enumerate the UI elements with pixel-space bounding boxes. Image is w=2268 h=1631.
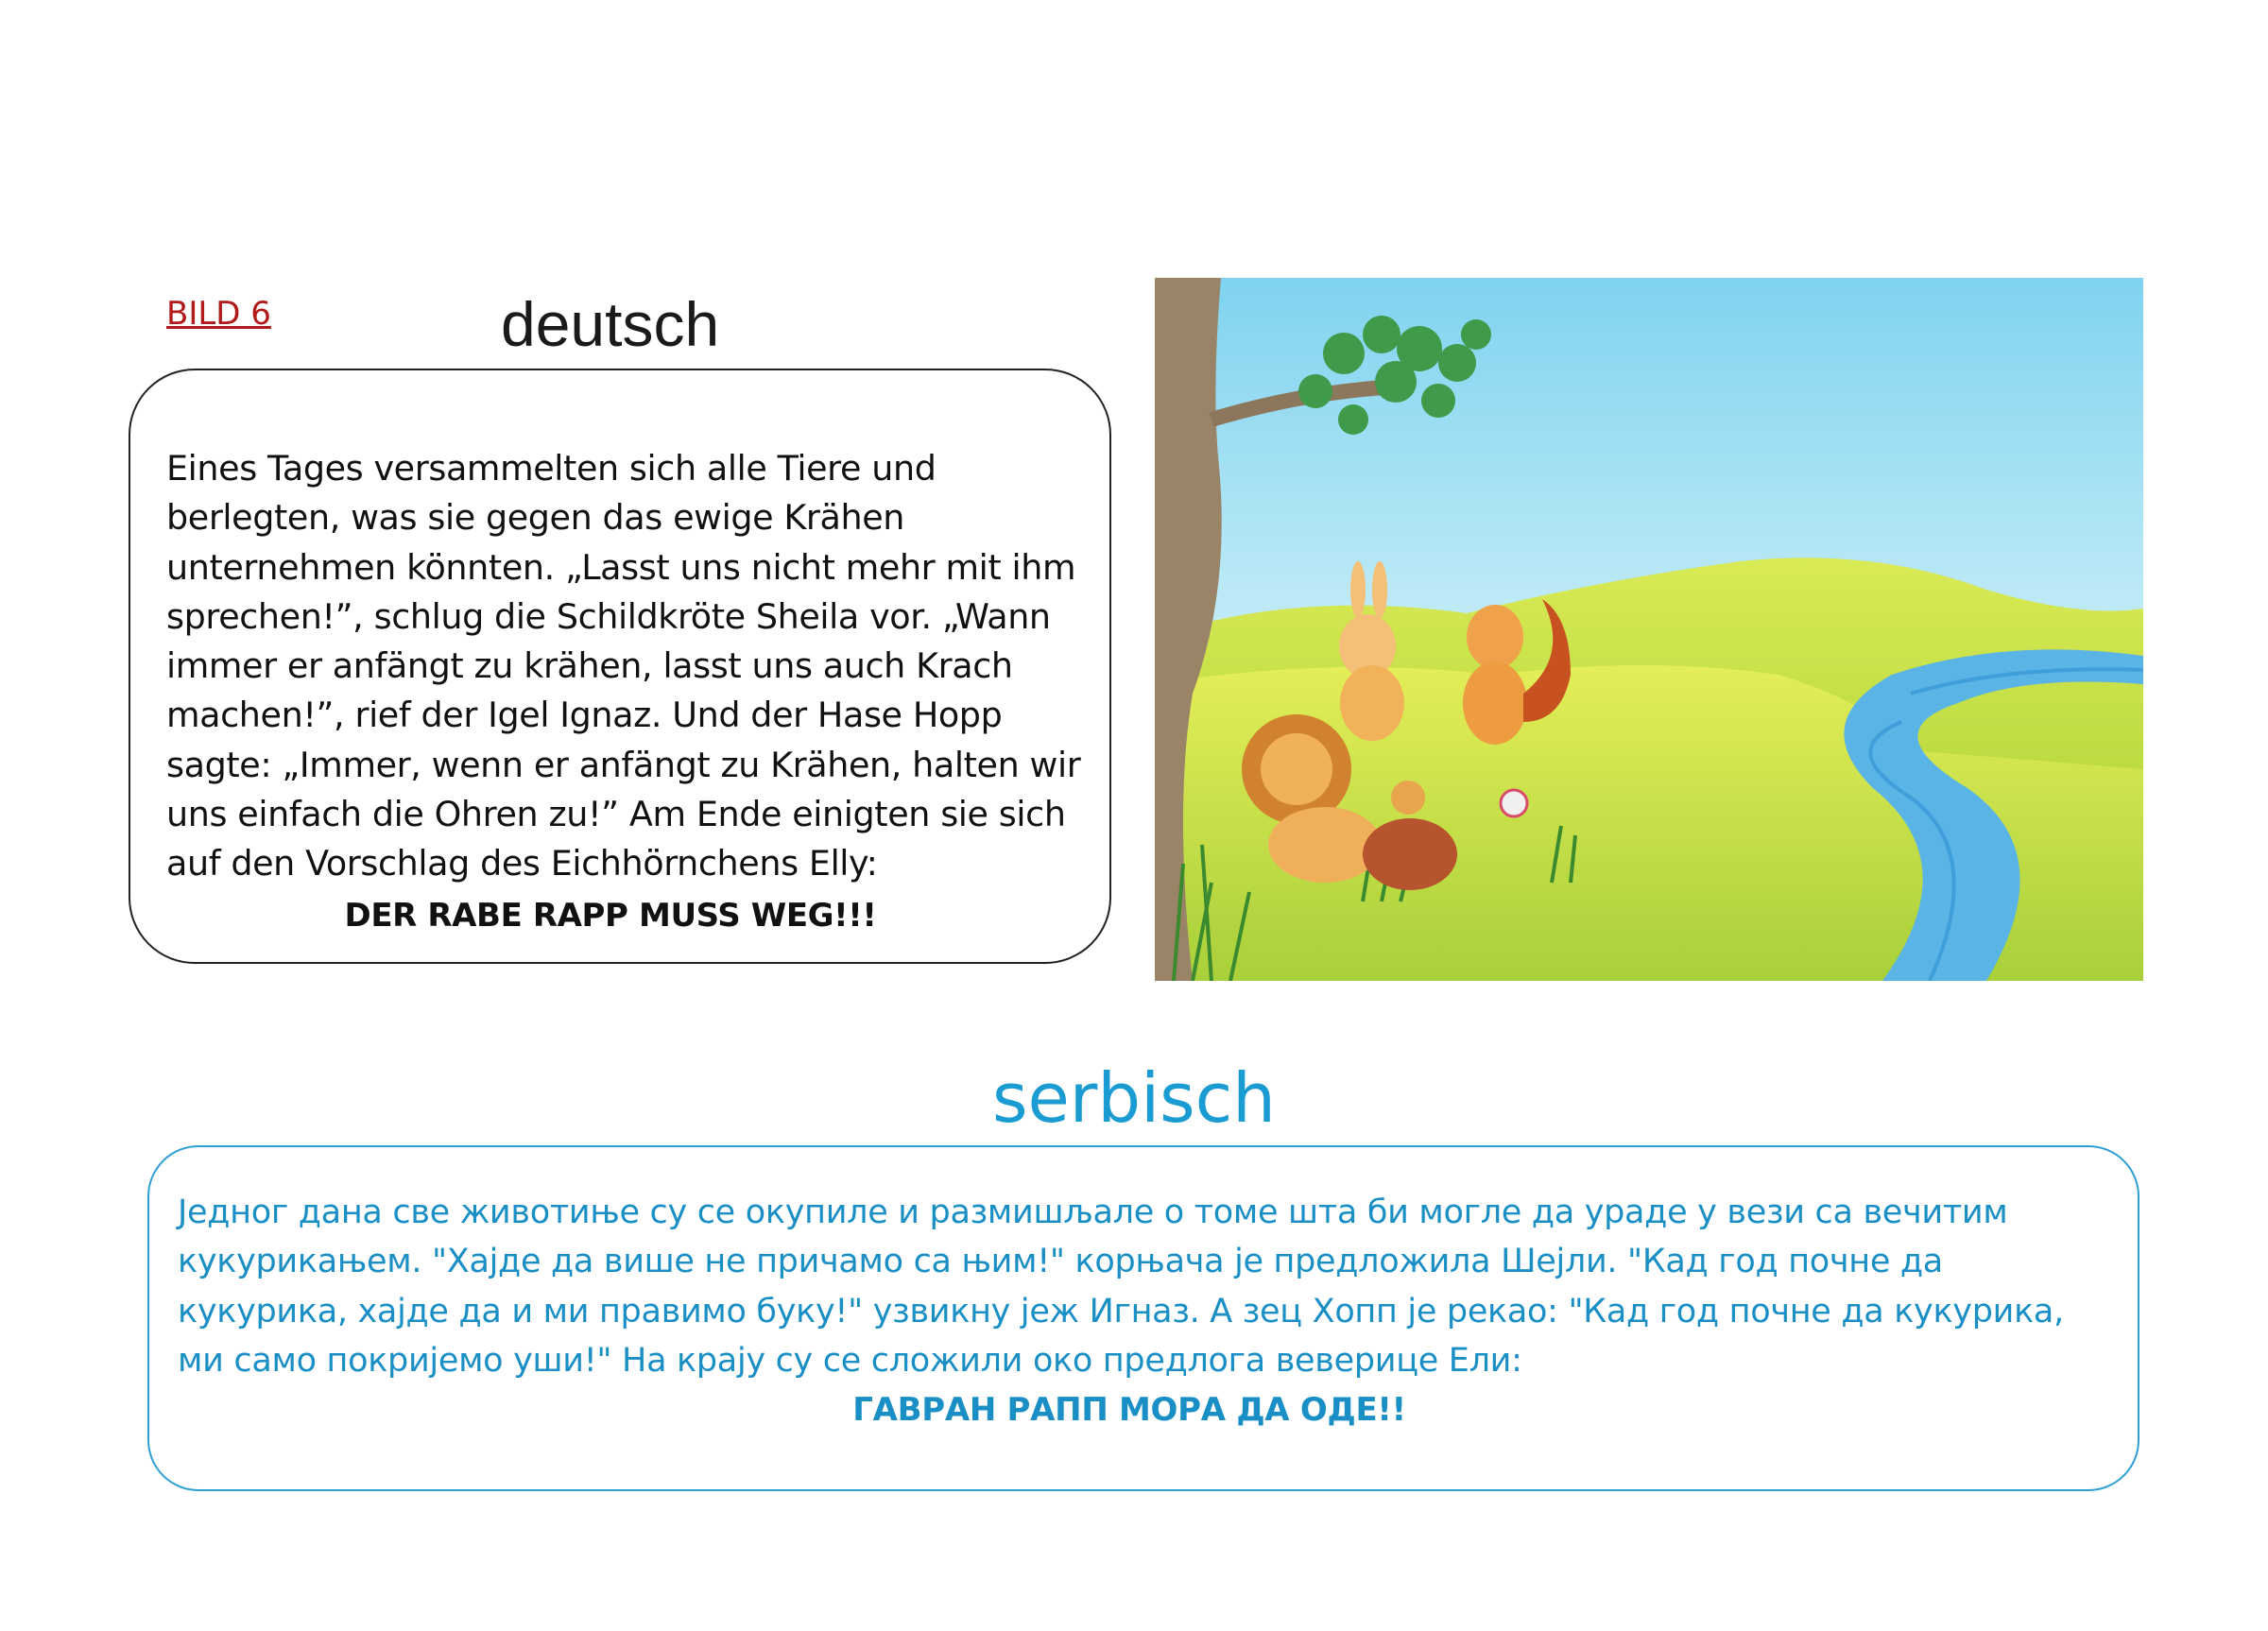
serbian-shout-text: ГАВРАН РАПП МОРА ДА ОДЕ!! (852, 1391, 1406, 1430)
german-story-text: Eines Tages versammelten sich alle Tiere und berlegten, was sie gegen das ewige Krähen unternehmen könnten. „Lasst uns nicht mehr mit ihm sprechen!”, schlug die Schildkröte Sheila vor. „Wann immer er anfängt zu krähen, lasst uns auch Krach machen!”, rief der Igel Ignaz. Und der Hase Hopp sagte: „Immer, wenn er anfängt zu Krähen, halten wir uns einfach die Ohren zu!” Am Ende einigten sie sich auf den Vorschlag des Eichhörnchens Elly: (166, 448, 1081, 884)
serbian-heading: serbisch (992, 1058, 1276, 1138)
german-heading: deutsch (501, 289, 720, 359)
story-illustration (1155, 278, 2143, 981)
serbian-story-text: Једног дана све животиње су се окупиле и размишљале о томе шта би могле да ураде у вези са вечитим кукурикањем. "Хајде да више не причамо са њим!" корњача је предложила Шејли. "Кад год почне да кукурика, хајде да и ми правимо буку!" узвикну јеж Игназ. А зец Хопп је рекао: "Кад год почне да кукурика, ми само покријемо уши!" На крају су се сложили око предлога веверице Ели: (178, 1193, 2064, 1380)
meadow-scene-image (1155, 278, 2143, 981)
serbian-text-box (147, 1145, 2139, 1491)
german-text-box (129, 369, 1111, 964)
german-shout-text: DER RABE RAPP MUSS WEG!!! (344, 896, 877, 935)
page-label: BILD 6 (166, 295, 271, 333)
